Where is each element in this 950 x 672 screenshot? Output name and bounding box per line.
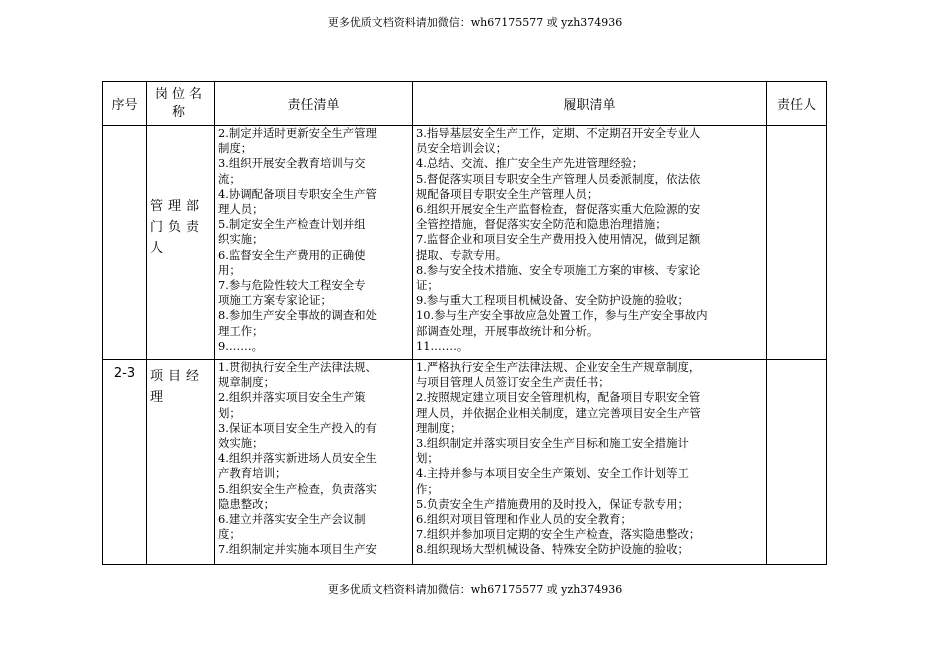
text-line: 4.组织并落实新进场人员安全生	[218, 451, 377, 466]
text-line: 2.组织并落实项目安全生产策	[218, 390, 366, 405]
text-line: 8.组织现场大型机械设备、特殊安全防护设施的验收；	[416, 542, 689, 557]
responsibility-table	[102, 81, 827, 565]
text-line: 5.制定安全生产检查计划并组	[218, 217, 366, 232]
text-line: 理人员，并依据企业相关制度，建立完善项目安全生产管	[416, 405, 701, 420]
text-line: 理人员；	[218, 202, 264, 217]
text-line: 划；	[416, 451, 439, 466]
table-header-row	[103, 82, 827, 126]
text-line: 部调查处理，开展事故统计和分析。	[416, 323, 599, 338]
cell-responsibility	[215, 126, 413, 360]
cell-post: 项目经理	[147, 360, 215, 565]
text-line: 1.贯彻执行安全生产法律法规、	[218, 360, 377, 374]
text-line: 8.参与安全技术措施、安全专项施工方案的审核、专家论	[416, 262, 701, 277]
text-line: 规配备项目专职安全生产管理人员；	[416, 186, 599, 201]
text-line: 理工作；	[218, 323, 264, 338]
text-line: 6.组织对项目管理和作业人员的安全教育；	[416, 512, 632, 527]
cell-duties	[413, 126, 767, 360]
cell-no	[103, 126, 147, 360]
text-line: 4.主持并参与本项目安全生产策划、安全工作计划等工	[416, 466, 689, 481]
table-row	[103, 126, 827, 360]
text-line: 规章制度；	[218, 375, 275, 390]
text-line: 5.组织安全生产检查，负责落实	[218, 481, 377, 496]
col-header-no: 序号	[103, 82, 147, 126]
text-line: 理制度；	[416, 420, 462, 435]
text-line: 7.组织并参加项目定期的安全生产检查，落实隐患整改；	[416, 527, 701, 542]
text-line: 度；	[218, 527, 241, 542]
cell-post: 管理部门负责人	[147, 126, 215, 360]
text-line: 9.参与重大工程项目机械设备、安全防护设施的验收；	[416, 293, 689, 308]
col-header-responsibility: 责任清单	[215, 82, 413, 126]
text-line: 员安全培训会议；	[416, 141, 508, 156]
text-line: 8.参加生产安全事故的调查和处	[218, 308, 377, 323]
footer-banner: 更多优质文档资料请加微信：wh67175577 或 yzh374936	[327, 583, 623, 596]
col-header-duties: 履职清单	[413, 82, 767, 126]
text-line: 划；	[218, 405, 241, 420]
text-line: 7.组织制定并实施本项目生产安	[218, 542, 377, 557]
text-line: 效实施；	[218, 436, 264, 451]
text-line: 7.监督企业和项目安全生产费用投入使用情况，做到足额	[416, 232, 701, 247]
cell-person	[767, 360, 827, 565]
text-line: 3.组织开展安全教育培训与交	[218, 156, 366, 171]
text-line: 全管控措施，督促落实安全防范和隐患治理措施；	[416, 217, 667, 232]
text-line: 3.指导基层安全生产工作，定期、不定期召开安全专业人	[416, 126, 701, 140]
text-line: 用；	[218, 262, 241, 277]
text-line: 2.按照规定建立项目安全管理机构，配备项目专职安全管	[416, 390, 701, 405]
text-line: 3.保证本项目安全生产投入的有	[218, 420, 377, 435]
text-line: 6.组织开展安全生产监督检查，督促落实重大危险源的安	[416, 202, 701, 217]
text-line: 项施工方案专家论证；	[218, 293, 332, 308]
text-line: 流；	[218, 171, 241, 186]
col-header-person: 责任人	[767, 82, 827, 126]
text-line: 4.总结、交流、推广安全生产先进管理经验；	[416, 156, 644, 171]
text-line: 3.组织制定并落实项目安全生产目标和施工安全措施计	[416, 436, 689, 451]
text-line: 1.严格执行安全生产法律法规、企业安全生产规章制度，	[416, 360, 701, 374]
text-line: 与项目管理人员签订安全生产责任书；	[416, 375, 610, 390]
cell-duties	[413, 360, 767, 565]
text-line: 证；	[416, 278, 439, 293]
text-line: 6.建立并落实安全生产会议制	[218, 512, 366, 527]
cell-no: 2-3	[103, 360, 147, 565]
text-line: 7.参与危险性较大工程安全专	[218, 278, 366, 293]
text-line: 5.督促落实项目专职安全生产管理人员委派制度，依法依	[416, 171, 701, 186]
header-banner: 更多优质文档资料请加微信：wh67175577 或 yzh374936	[327, 16, 623, 29]
text-line: 9.……。	[218, 338, 264, 353]
col-header-post: 岗位名称	[147, 82, 215, 126]
text-line: 提取、专款专用。	[416, 247, 508, 262]
text-line: 11.……。	[416, 338, 469, 353]
text-line: 织实施；	[218, 232, 264, 247]
text-line: 产教育培训；	[218, 466, 287, 481]
table-row	[103, 360, 827, 565]
text-line: 制度；	[218, 141, 253, 156]
text-line: 4.协调配备项目专职安全生产管	[218, 186, 377, 201]
cell-person	[767, 126, 827, 360]
cell-responsibility	[215, 360, 413, 565]
text-line: 10.参与生产安全事故应急处置工作，参与生产安全事故内	[416, 308, 708, 323]
text-line: 5.负责安全生产措施费用的及时投入，保证专款专用；	[416, 496, 689, 511]
text-line: 2.制定并适时更新安全生产管理	[218, 126, 377, 140]
text-line: 隐患整改；	[218, 496, 275, 511]
text-line: 作；	[416, 481, 439, 496]
text-line: 6.监督安全生产费用的正确使	[218, 247, 366, 262]
